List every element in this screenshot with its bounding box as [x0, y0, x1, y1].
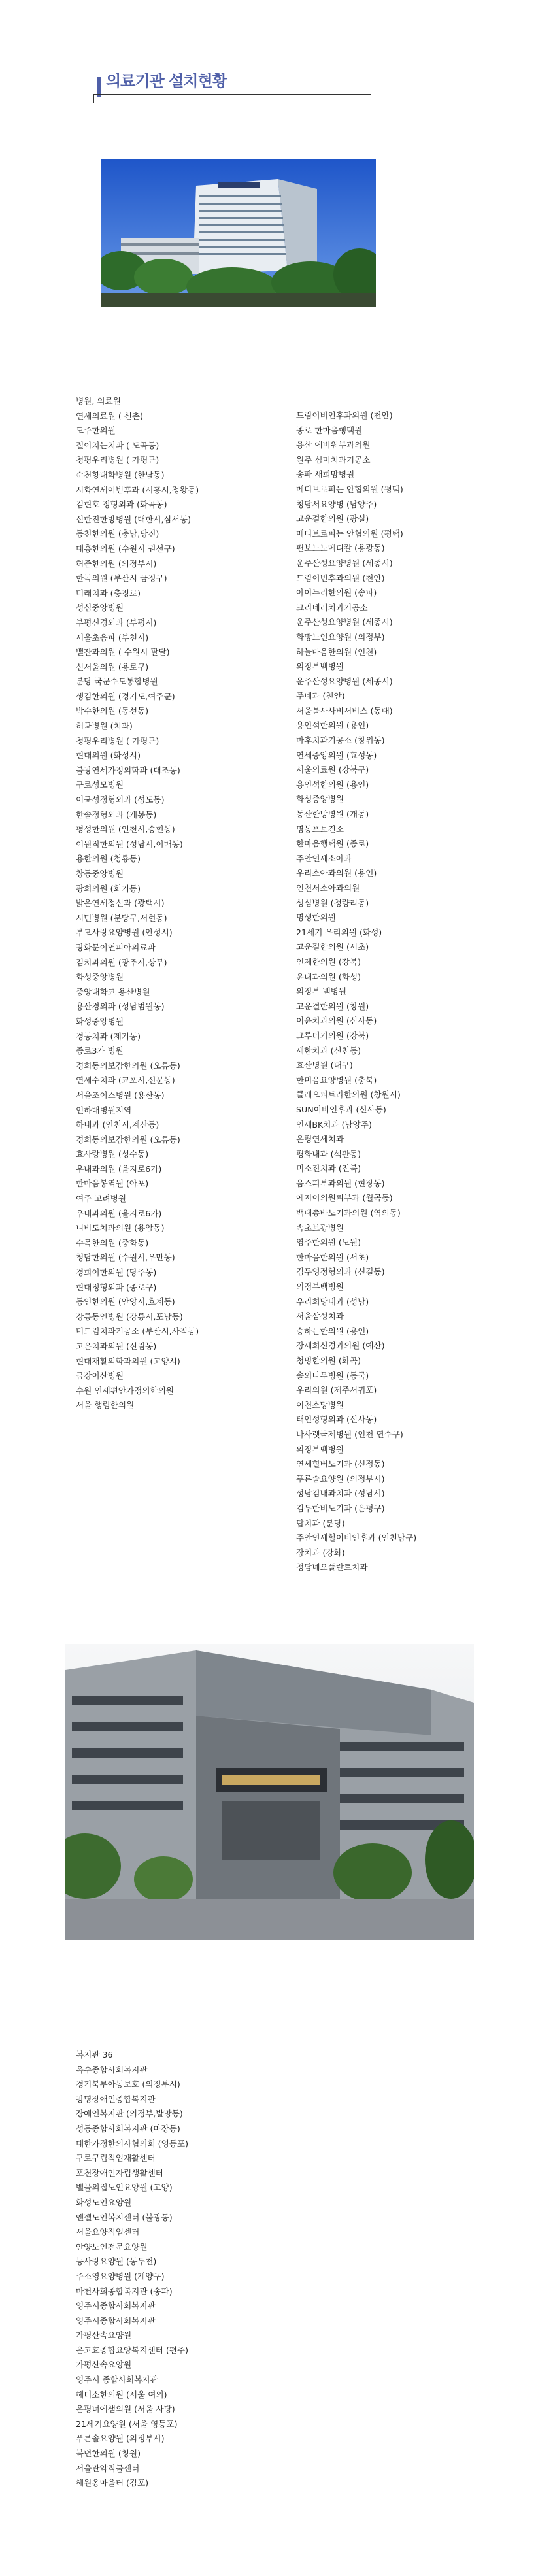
list-item: 도주한의원	[76, 426, 116, 436]
list-item: 서울 행림한의원	[76, 1400, 135, 1411]
list-item: 분당 국군수도통합병원	[76, 677, 158, 687]
list-item: 서울요양직업센터	[76, 2227, 140, 2237]
list-item: 강릉동인병원 (강릉시,포남동)	[76, 1311, 183, 1322]
list-item: 능사랑요양원 (동두천)	[76, 2256, 157, 2267]
list-item: 종로 한마음행택원	[296, 425, 363, 435]
list-item: 우리의원 (제주서귀포)	[296, 1385, 377, 1396]
list-item: 솔외나무병원 (동국)	[296, 1370, 369, 1380]
list-item: 허준한의원 (의정부시)	[76, 558, 157, 569]
list-item: 우내과의원 (을지로6가)	[76, 1163, 162, 1174]
list-item: 김현호 정형외과 (화곡동)	[76, 499, 167, 510]
list-item: 영주시종합사회복지관	[76, 2301, 156, 2311]
list-item: 동천한의원 (충남,당진)	[76, 529, 159, 539]
list-item: 운주산성요양병원 (세종시)	[296, 558, 393, 568]
list-item: 서울조이스병원 (용산동)	[76, 1090, 165, 1100]
list-item: 성동종합사회복지관 (마장동)	[76, 2123, 180, 2133]
list-item: 북변한의원 (칭원)	[76, 2449, 141, 2459]
list-item: 속초보광병원	[296, 1222, 344, 1233]
list-item: 은고효종합요양복지센터 (편주)	[76, 2345, 188, 2355]
list-item: 경동치과 (제기동)	[76, 1031, 141, 1041]
list-item: 아이누리한의원 (송파)	[296, 588, 377, 598]
list-item: 우리소아과의원 (용인)	[296, 868, 377, 878]
list-item: 경희동의보감한의원 (오류동)	[76, 1134, 180, 1145]
list-item: 용인석한의원 (용인)	[296, 779, 369, 790]
list-item: 밝은연세정신과 (광택시)	[76, 898, 165, 909]
list-item: 한독의원 (부산시 금정구)	[76, 573, 167, 584]
title-underline	[93, 94, 371, 95]
list-item: 연세중앙의원 (효성동)	[296, 750, 377, 760]
list-item: 고은치과의원 (신림동)	[76, 1341, 157, 1351]
list-item: 불광연세가정의학과 (대조동)	[76, 765, 180, 775]
list-item: 신서울의원 (용로구)	[76, 661, 149, 672]
hospital-list-left	[76, 394, 292, 1413]
list-item: 동산한방병원 (개동)	[296, 809, 369, 820]
list-item: 의정부백병원	[296, 1282, 344, 1292]
list-item: 푸른솔요양원 (의정부시)	[76, 2434, 165, 2444]
list-item: 화성노인요양원	[76, 2197, 132, 2207]
list-item: 나사렛국제병원 (인천 연수구)	[296, 1429, 403, 1439]
list-item: 중앙대학교 용산병원	[76, 986, 150, 997]
list-item: 태인성형외과 (신사동)	[296, 1414, 377, 1425]
list-item: 주안연세소아과	[296, 853, 352, 863]
list-item: 음스피부과의원 (현장동)	[296, 1178, 385, 1188]
list-item: 대한가정한의사협의회 (영등포)	[76, 2138, 188, 2149]
list-item: 새한치과 (신천동)	[296, 1045, 361, 1056]
list-item: 금강이산병원	[76, 1371, 124, 1381]
list-item: 주안연세힐이비인후과 (인천남구)	[296, 1533, 417, 1543]
list-item: 수목한의원 (중화동)	[76, 1237, 149, 1248]
list-item: 엔젤노인복지센터 (불광동)	[76, 2212, 173, 2222]
list-item: 서울삼성치과	[296, 1311, 344, 1322]
list-item: 화성중앙병원	[76, 972, 124, 982]
list-item: 화성중앙병원	[76, 1016, 124, 1026]
hospital-list-right	[296, 409, 518, 1575]
list-item: 탑치과 (분당)	[296, 1518, 345, 1528]
list-item: 순천향대학병원 (한남동)	[76, 469, 165, 480]
list-item: 연세BK치과 (남양주)	[296, 1119, 372, 1129]
list-item: 구로구립직업재활센터	[76, 2153, 156, 2164]
list-item: 허균병원 (치과)	[76, 721, 133, 731]
list-item: 한마음봉역원 (아포)	[76, 1179, 149, 1189]
list-item: 윤내과의원 (화성)	[296, 971, 361, 982]
list-item: 인하대병원지역	[76, 1105, 132, 1115]
list-item: 고운결한의원 (창원)	[296, 1001, 369, 1011]
list-item: 미소진치과 (진북)	[296, 1163, 361, 1174]
list-item: 부평신경외과 (부평시)	[76, 617, 157, 627]
list-item: 영주한의원 (노원)	[296, 1237, 361, 1248]
list-item: 헤원옹마을터 (김포)	[76, 2478, 149, 2488]
list-item: 크리네러치과기공소	[296, 602, 368, 612]
list-item: 주네과 (천안)	[296, 691, 345, 701]
title-underline-tick	[93, 94, 94, 103]
list-item: 이원직한의원 (성남시,이매동)	[76, 839, 183, 849]
list-item: 안양노인전문요양원	[76, 2241, 148, 2252]
page-title-block	[92, 68, 371, 103]
welfare-list	[76, 2048, 337, 2491]
list-item: 시화연세이빈후과 (시흥시,정왕동)	[76, 484, 199, 495]
list-item: 의정부백병원	[296, 661, 344, 672]
list-item: 시민병원 (분당구,서현동)	[76, 912, 167, 923]
list-item: 우리희망내과 (성남)	[296, 1296, 369, 1307]
list-item: 청평우리병원 ( 가평군)	[76, 455, 159, 465]
list-item: 송파 새희망병원	[296, 469, 355, 480]
page-title: 의료기관 설치현황	[106, 72, 227, 90]
list-item: 은평연세치과	[296, 1134, 344, 1145]
list-item: 청담서요양병 (남양주)	[296, 499, 377, 509]
list-item: 영주시 종합사회복지관	[76, 2375, 158, 2385]
list-item: 청명한의원 (화곡)	[296, 1356, 361, 1365]
list-item: 광명장애인종합복지관	[76, 2094, 156, 2104]
list-item: 성심중앙병원	[76, 603, 124, 613]
list-item: 현대정형외과 (종로구)	[76, 1282, 157, 1292]
list-item: 운주산성요양병원 (세종시)	[296, 617, 393, 627]
list-item: 경희이한의원 (당주동)	[76, 1267, 157, 1278]
list-item: 메디브로피는 안협의원 (평택)	[296, 528, 403, 539]
list-item: 경희동의보감한의원 (오류동)	[76, 1060, 180, 1071]
list-item: 한마음한의원 (서초)	[296, 1252, 369, 1262]
hospital-list-heading: 병원, 의료원	[76, 396, 121, 406]
list-item: 클레오피트라한의원 (창원시)	[296, 1090, 401, 1100]
list-item: 고운결한의원 (광실)	[296, 514, 369, 524]
list-item: 장애인복지관 (의정부,발망동)	[76, 2109, 183, 2119]
list-item: 인천서소아과의원	[296, 883, 360, 893]
list-item: 서울초음파 (부천시)	[76, 632, 149, 643]
list-item: 인제한의원 (강북)	[296, 956, 361, 967]
list-item: 미래치과 (충정로)	[76, 588, 141, 598]
list-item: 예지이의원피부과 (월곡동)	[296, 1193, 393, 1203]
list-item: 영주시종합사회복지관	[76, 2315, 156, 2326]
list-item: 화성중앙병원	[296, 794, 344, 805]
list-item: 이윤치과의원 (신사동)	[296, 1016, 377, 1026]
list-item: 종로3가 병원	[76, 1046, 124, 1056]
list-item: 포천장애인자립생활센터	[76, 2167, 163, 2178]
list-item: 청평우리병원 ( 가평군)	[76, 735, 159, 746]
list-item: 창동중앙병원	[76, 869, 124, 878]
list-item: 21세기요양원 (서울 영등포)	[76, 2418, 178, 2429]
list-item: 이천소망병원	[296, 1399, 344, 1410]
list-item: 김두영정형외과 (신길동)	[296, 1267, 385, 1277]
list-item: 용산경외과 (성남범원동)	[76, 1001, 165, 1012]
list-item: 장세희신경과의원 (예산)	[296, 1341, 385, 1351]
list-item: 여주 고려병원	[76, 1194, 126, 1204]
list-item: 편보노노메디칼 (용광동)	[296, 543, 385, 554]
list-item: 수원 연세편안가정의학의원	[76, 1385, 174, 1396]
welfare-list-heading: 복지관 36	[76, 2050, 113, 2060]
list-item: 구로성모병원	[76, 780, 124, 790]
list-item: 신한진한방병원 (대한시,삼서동)	[76, 514, 191, 524]
list-item: 한솔정형외과 (개봉동)	[76, 809, 157, 820]
list-item: 동인한의원 (안양시,호계동)	[76, 1297, 175, 1307]
list-item: 백대총바노기과의원 (역의동)	[296, 1208, 401, 1218]
list-item: 드림이빈후과의원 (천안)	[296, 573, 385, 583]
list-item: 명생한의원	[296, 912, 336, 923]
list-item: 평성한의원 (인천시,송현동)	[76, 824, 175, 835]
list-item: 드림이비인후과의원 (천안)	[296, 410, 393, 420]
list-item: 부모사랑요양병원 (안성시)	[76, 928, 173, 938]
list-item: 김두한비노기과 (은평구)	[296, 1503, 385, 1513]
list-item: 하내과 (인천시,계산동)	[76, 1120, 159, 1130]
list-item: 용인석한의원 (용인)	[296, 720, 369, 731]
list-item: 하늘마음한의원 (인천)	[296, 646, 377, 657]
list-item: SUN이비인후과 (신사동)	[296, 1104, 386, 1114]
list-item: 의정부백병원	[296, 1444, 344, 1454]
list-item: 한마음행택원 (종로)	[296, 839, 369, 849]
list-item: 김치과의원 (광주시,상무)	[76, 957, 167, 967]
list-item: 서울블사사비서비스 (동대)	[296, 705, 393, 716]
list-item: 그루터기의원 (강북)	[296, 1030, 369, 1041]
list-item: 절이치는치과 ( 도곡동)	[76, 440, 159, 450]
list-item: 헤더소한의원 (서울 여의)	[76, 2389, 167, 2400]
list-item: 용산 예비워부과의원	[296, 440, 371, 450]
list-item: 원주 심미치과기공소	[296, 454, 371, 465]
list-item: 생김한의원 (경기도,여주군)	[76, 691, 175, 701]
list-item: 우내과의원 (을지로6가)	[76, 1208, 162, 1218]
list-item: 고운결한의원 (서초)	[296, 942, 369, 952]
list-item: 푸른솔요양원 (의정부시)	[296, 1473, 385, 1484]
list-item: 메디브로피는 안협의원 (평택)	[296, 484, 403, 494]
list-item: 대흥한의원 (수원시 권선구)	[76, 543, 175, 554]
list-item: 21세기 우리의원 (화성)	[296, 927, 382, 937]
list-item: 성남김내과치과 (성남시)	[296, 1488, 385, 1499]
list-item: 현대재활의학과의원 (고양시)	[76, 1356, 180, 1366]
list-item: 효사랑병원 (성수동)	[76, 1149, 149, 1160]
list-item: 운주산성요양병원 (세종시)	[296, 676, 393, 686]
list-item: 밸잔과의원 ( 수원시 팔달)	[76, 647, 170, 658]
list-item: 광희의원 (회기동)	[76, 883, 141, 894]
list-item: 광화문이연피아의료과	[76, 942, 156, 952]
list-item: 서울관악직물센터	[76, 2463, 140, 2473]
list-item: 연세수치과 (교포시,선문동)	[76, 1075, 175, 1086]
list-item: 용한의원 (청룡동)	[76, 854, 141, 864]
hospital-building-photo	[101, 159, 376, 307]
list-item: 승하는한의원 (용인)	[296, 1326, 369, 1336]
list-item: 은평너에샘의원 (서울 사당)	[76, 2404, 175, 2415]
list-item: 경기북부아동보호 (의정부시)	[76, 2079, 180, 2090]
list-item: 미드림치과기공소 (부산시,사직동)	[76, 1326, 199, 1337]
list-item: 효산병원 (대구)	[296, 1060, 353, 1071]
list-item: 마천사회종합복지관 (송파)	[76, 2286, 173, 2296]
list-item: 장치과 (강화)	[296, 1547, 345, 1558]
list-item: 가평산속요양원	[76, 2360, 132, 2370]
list-item: 연세힐버노기과 (신정동)	[296, 1459, 385, 1469]
list-item: 박수한의원 (동선동)	[76, 706, 149, 716]
list-item: 평화내과 (석관동)	[296, 1148, 361, 1159]
list-item: 의정부 백병원	[296, 986, 346, 997]
list-item: 밸물의집노인요양원 (고양)	[76, 2183, 173, 2193]
list-item: 청담네오플란트치과	[296, 1562, 368, 1573]
list-item: 연세의료원 ( 신촌)	[76, 410, 143, 421]
list-item: 이균성정형외과 (성도동)	[76, 795, 165, 805]
list-item: 한미음요양병원 (충북)	[296, 1075, 377, 1085]
list-item: 주소영요양병원 (계양구)	[76, 2271, 165, 2281]
list-item: 니비도치과의원 (용암동)	[76, 1223, 165, 1233]
list-item: 명동포보건소	[296, 824, 344, 834]
list-item: 서울의료원 (강북구)	[296, 765, 369, 775]
list-item: 화망노인요양원 (의정부)	[296, 631, 385, 642]
list-item: 가평산속요양원	[76, 2330, 132, 2341]
list-item: 마후치과기공소 (창위동)	[296, 735, 385, 746]
list-item: 현대의원 (화성시)	[76, 750, 141, 761]
list-item: 옥수종합사회복지관	[76, 2064, 148, 2075]
list-item: 성심병원 (청량리동)	[296, 897, 369, 908]
welfare-building-photo	[65, 1644, 474, 1940]
list-item: 청담한의원 (수원시,우만동)	[76, 1252, 175, 1263]
